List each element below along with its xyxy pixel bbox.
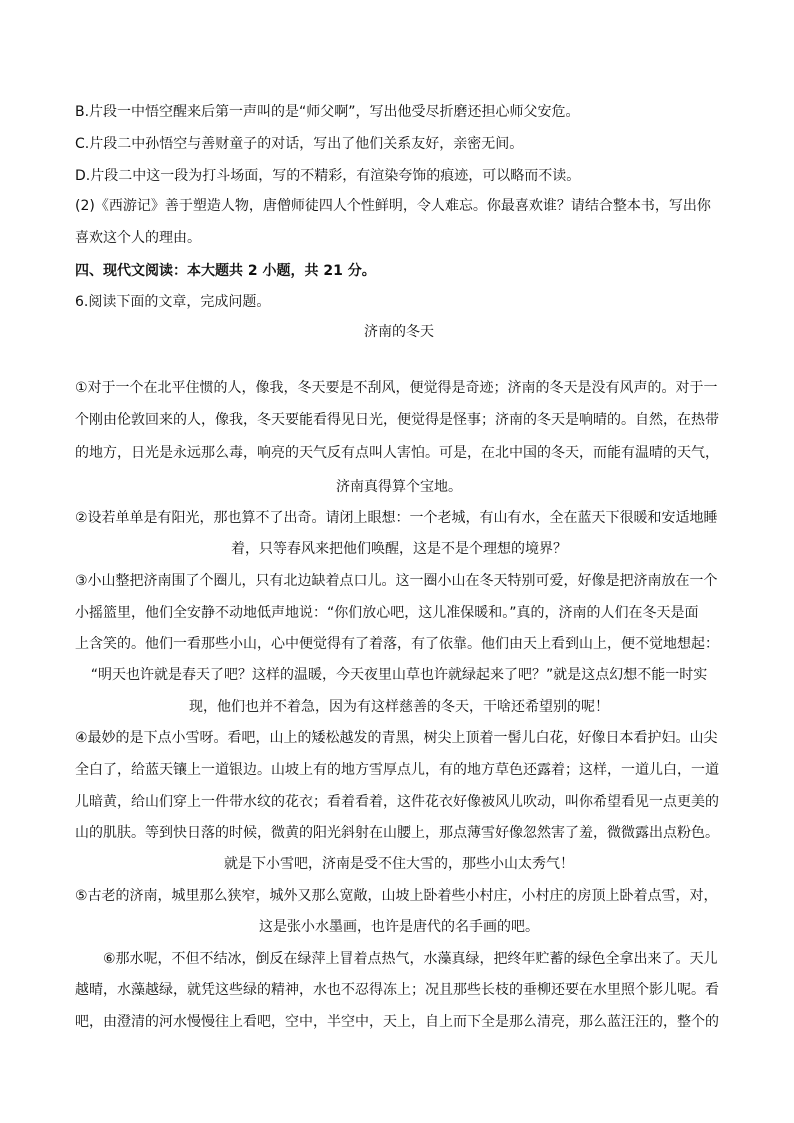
paragraph-1-line-3: 的地方，日光是永远那么毒，响亮的天气反有点叫人害怕。可是，在北中国的冬天，而能有温晴的天气， [75, 445, 719, 461]
paragraph-3-line-5: 现，他们也并不着急，因为有这样慈善的冬天，干啥还希望别的呢！ [189, 699, 609, 715]
paragraph-3-line-1: ③小山整把济南围了个圈儿，只有北边缺着点口儿。这一圈小山在冬天特别可爱，好像是把济南放在一个 [75, 573, 718, 589]
section-heading: 四、现代文阅读：本大题共 2 小题，共 21 分。 [75, 263, 376, 279]
paragraph-1-line-4: 济南真得算个宝地。 [336, 479, 462, 495]
option-d: D.片段二中这一段为打斗场面，写的不精彩，有渲染夸饰的痕迹，可以略而不读。 [75, 168, 581, 184]
paragraph-4-line-5: 就是下小雪吧，济南是受不住大雪的，那些小山太秀气！ [224, 856, 574, 872]
paragraph-1-line-2: 个刚由伦敦回来的人，像我，冬天要能看得见日光，便觉得是怪事；济南的冬天是响晴的。自然，在热带 [75, 412, 719, 428]
paragraph-3-line-4: “明天也许就是春天了吧？这样的温暖，今天夜里山草也许就绿起来了吧？”就是这点幻想不能一时实 [90, 667, 708, 683]
option-b: B.片段一中悟空醒来后第一声叫的是“师父啊”，写出他受尽折磨还担心师父安危。 [75, 104, 580, 120]
paragraph-6-line-3: 吧，由澄清的河水慢慢往上看吧，空中，半空中，天上，自上而下全是那么清亮，那么蓝汪汪的，整个的 [75, 1014, 719, 1030]
question-2-line-1: (2)《西游记》善于塑造人物，唐僧师徒四人个性鲜明，令人难忘。你最喜欢谁？请结合整本书，写出你 [75, 198, 711, 214]
paragraph-2-line-2: 着，只等春风来把他们唤醒，这是不是个理想的境界？ [231, 541, 567, 557]
paragraph-6-line-1: ⑥那水呢，不但不结冰，倒反在绿萍上冒着点热气，水藻真绿，把终年贮蓄的绿色全拿出来了。天儿 [103, 951, 718, 967]
paragraph-3-line-2: 小摇篮里，他们全安静不动地低声地说：“你们放心吧，这儿准保暖和。”真的，济南的人们在冬天是面 [75, 605, 699, 621]
article-title: 济南的冬天 [364, 324, 434, 340]
paragraph-2-line-1: ②设若单单是有阳光，那也算不了出奇。请闭上眼想：一个老城，有山有水，全在蓝天下很暖和安适地睡 [75, 510, 718, 526]
paragraph-5-line-1: ⑤古老的济南，城里那么狭窄，城外又那么宽敞，山坡上卧着些小村庄，小村庄的房顶上卧着点雪，对， [75, 888, 718, 904]
paragraph-1-line-1: ①对于一个在北平住惯的人，像我，冬天要是不刮风，便觉得是奇迹；济南的冬天是没有风声的。对于一 [75, 380, 718, 396]
paragraph-4-line-2: 全白了，给蓝天镶上一道银边。山坡上有的地方雪厚点儿，有的地方草色还露着；这样，一道儿白，一道 [75, 762, 719, 778]
paragraph-3-line-3: 上含笑的。他们一看那些小山，心中便觉得有了着落，有了依靠。他们由天上看到山上，便不觉地想起： [75, 636, 719, 652]
paragraph-5-line-2: 这是张小水墨画，也许是唐代的名手画的吧。 [259, 919, 539, 935]
paragraph-4-line-3: 儿暗黄，给山们穿上一件带水纹的花衣；看着看着，这件花衣好像被风儿吹动，叫你希望看见一点更美的 [75, 794, 719, 810]
paragraph-6-line-2: 越晴，水藻越绿，就凭这些绿的精神，水也不忍得冻上；况且那些长枝的垂柳还要在水里照个影儿呢。看 [75, 982, 719, 998]
option-c: C.片段二中孙悟空与善财童子的对话，写出了他们关系友好，亲密无间。 [75, 136, 524, 152]
paragraph-4-line-1: ④最妙的是下点小雪呀。看吧，山上的矮松越发的青黑，树尖上顶着一髻儿白花，好像日本看护妇。山尖 [75, 730, 718, 746]
paragraph-4-line-4: 山的肌肤。等到快日落的时候，微黄的阳光斜射在山腰上，那点薄雪好像忽然害了羞，微微露出点粉色。 [75, 825, 719, 841]
question-2-line-2: 喜欢这个人的理由。 [75, 230, 201, 246]
question-6-prompt: 6.阅读下面的文章，完成问题。 [75, 294, 271, 310]
